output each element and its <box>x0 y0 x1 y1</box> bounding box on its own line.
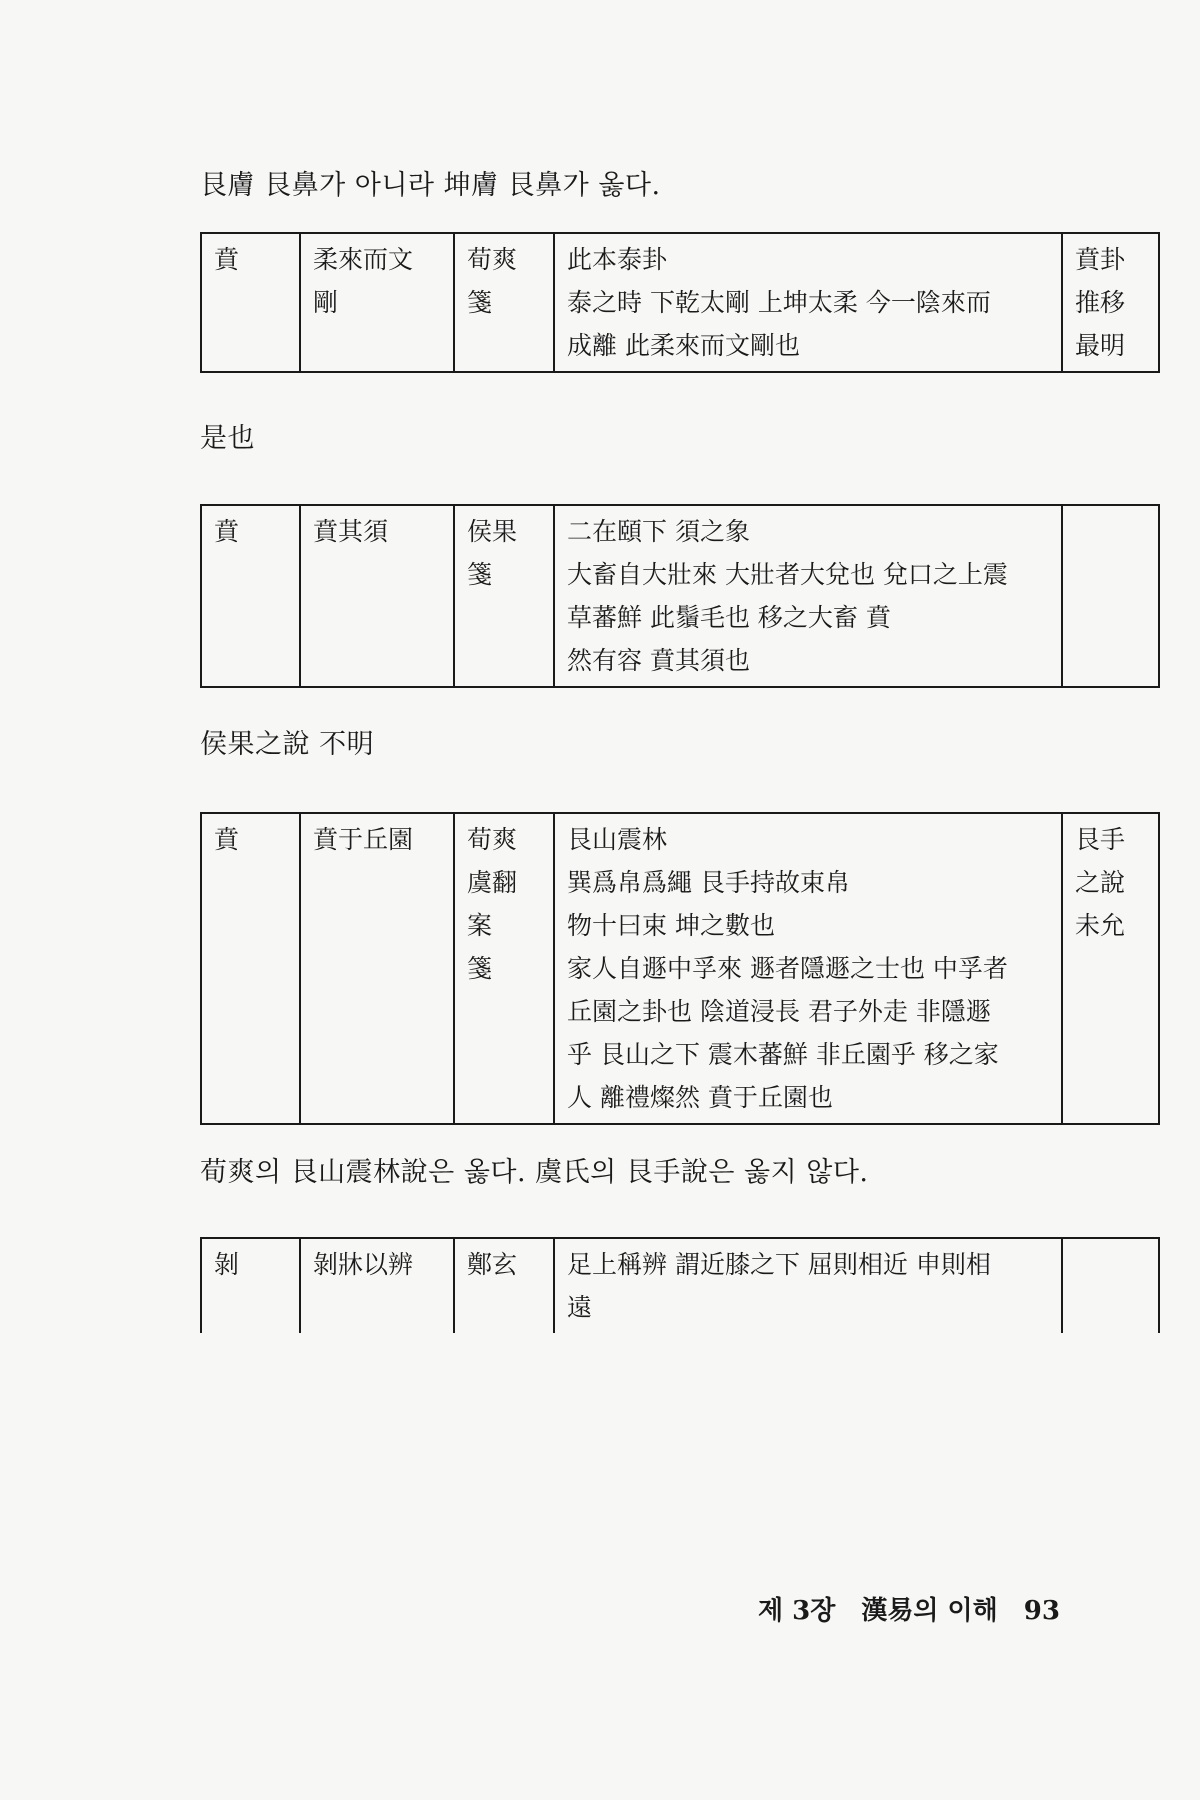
chapter-title: 漢易의 이해 <box>861 1596 998 1626</box>
page-number: 93 <box>1023 1596 1060 1626</box>
commentary-line: 艮膚 艮鼻가 아니라 坤膚 艮鼻가 옳다. <box>200 170 661 201</box>
phrase-cell: 賁于丘園 <box>300 813 454 1124</box>
table-row <box>201 1238 1159 1333</box>
commentary-line: 荀爽의 艮山震林說은 옳다. 虞氏의 艮手說은 옳지 않다. <box>200 1157 869 1188</box>
table-row <box>201 505 1159 687</box>
annotation-text-cell: 此本泰卦 泰之時 下乾太剛 上坤太柔 今一陰來而 成離 此柔來而文剛也 <box>554 233 1062 372</box>
annotation-table <box>200 232 1160 373</box>
note-cell: 賁卦 推移 最明 <box>1062 233 1159 372</box>
annotation-table <box>200 504 1160 688</box>
phrase-cell: 剝牀以辨 <box>300 1238 454 1333</box>
page-footer <box>758 1590 1060 1627</box>
annotation-table <box>200 812 1160 1125</box>
phrase-cell: 賁其須 <box>300 505 454 687</box>
note-cell <box>1062 505 1159 687</box>
annotation-text-cell: 足上稱辨 謂近膝之下 屈則相近 申則相 遠 <box>554 1238 1062 1333</box>
source-cell: 荀爽 虞翻 案 箋 <box>454 813 554 1124</box>
phrase-cell: 柔來而文 剛 <box>300 233 454 372</box>
hexagram-cell: 賁 <box>201 813 300 1124</box>
commentary-line: 侯果之說 不明 <box>200 729 375 760</box>
source-cell: 鄭玄 <box>454 1238 554 1333</box>
source-cell: 荀爽 箋 <box>454 233 554 372</box>
hexagram-cell: 賁 <box>201 505 300 687</box>
source-cell: 侯果 箋 <box>454 505 554 687</box>
annotation-text-cell: 二在頤下 須之象 大畜自大壯來 大壯者大兌也 兌口之上震 草蕃鮮 此鬚毛也 移之大畜 賁 然有容 賁其須也 <box>554 505 1062 687</box>
hexagram-cell: 賁 <box>201 233 300 372</box>
note-cell <box>1062 1238 1159 1333</box>
hexagram-cell: 剝 <box>201 1238 300 1333</box>
annotation-text-cell: 艮山震林 巽爲帛爲繩 艮手持故束帛 物十曰束 坤之數也 家人自遯中孚來 遯者隱遯之士也 中孚者 丘園之卦也 陰道浸長 君子外走 非隱遯 乎 艮山之下 震木蕃鮮 非丘園乎 移之家 人 離禮燦然 賁于丘園也 <box>554 813 1062 1124</box>
table-row <box>201 233 1159 372</box>
annotation-table <box>200 1237 1160 1333</box>
commentary-line: 是也 <box>200 423 255 454</box>
chapter-label: 제 3장 <box>758 1596 836 1626</box>
table-row <box>201 813 1159 1124</box>
note-cell: 艮手 之說 未允 <box>1062 813 1159 1124</box>
